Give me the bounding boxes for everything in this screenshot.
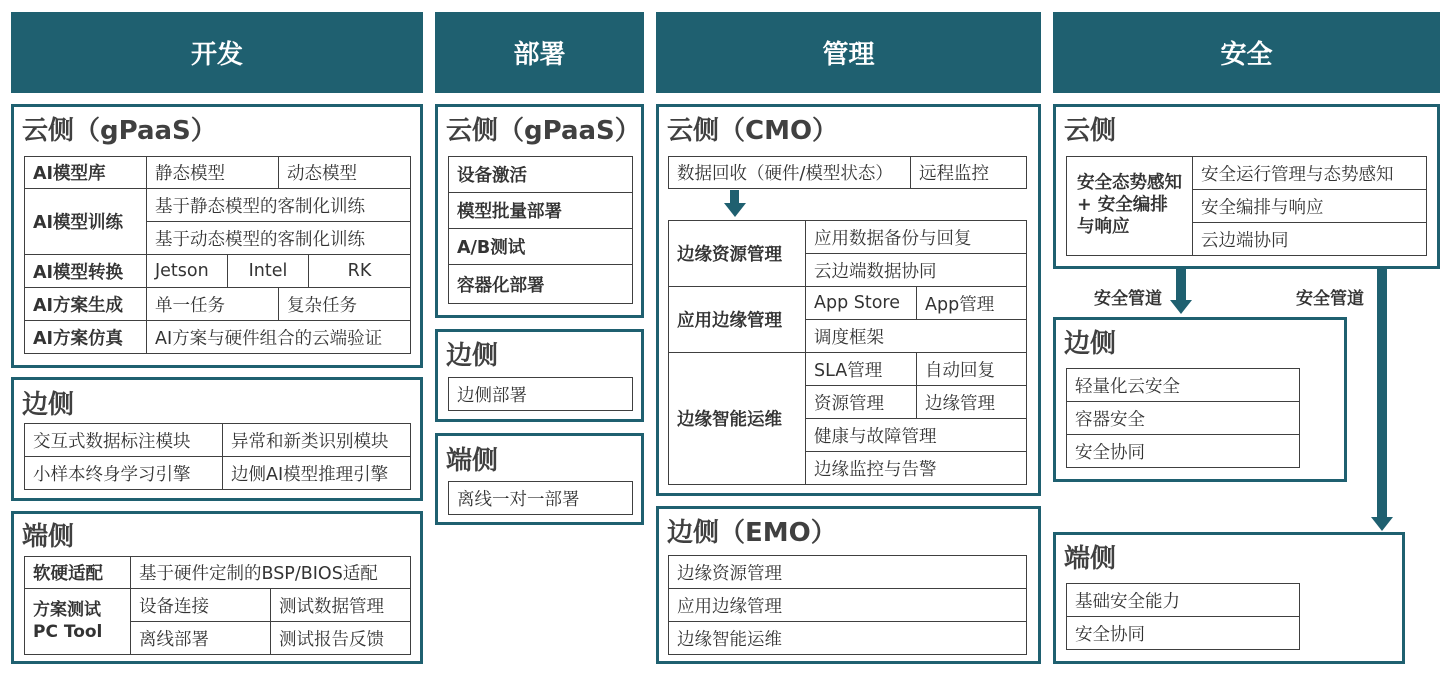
- ai-training-label: AI模型训练: [24, 188, 147, 255]
- security-ops-cell: 安全运行管理与态势感知: [1192, 156, 1427, 190]
- deploy-cloud-title: 云侧（gPaaS）: [446, 116, 641, 146]
- end-sec-collab-cell: 安全协同: [1066, 616, 1300, 650]
- pipe-arrow-shaft-1: [1176, 269, 1186, 301]
- security-situation-label: 安全态势感知 + 安全编排与响应: [1066, 156, 1193, 256]
- annotation-module-cell: 交互式数据标注模块: [24, 423, 223, 457]
- down-arrow-icon: [724, 203, 746, 217]
- rk-cell: RK: [308, 254, 411, 288]
- edge-sec-collab-cell: 安全协同: [1066, 434, 1300, 468]
- edge-ops-label: 边缘智能运维: [668, 352, 806, 485]
- emo-ops-cell: 边缘智能运维: [668, 621, 1027, 655]
- pipe-arrow-icon-2: [1371, 517, 1393, 531]
- container-deploy-cell: 容器化部署: [448, 264, 633, 304]
- resource-manage-cell: 资源管理: [805, 385, 917, 419]
- dev-end-title: 端侧: [22, 522, 75, 552]
- backup-restore-cell: 应用数据备份与回复: [805, 220, 1027, 254]
- ai-sim-label: AI方案仿真: [24, 320, 147, 354]
- dev-cloud-title: 云侧（gPaaS）: [22, 116, 217, 146]
- app-store-cell: App Store: [805, 286, 917, 320]
- container-sec-cell: 容器安全: [1066, 401, 1300, 435]
- edge-manage-cell: 边缘管理: [916, 385, 1027, 419]
- manage-cloud-title: 云侧（CMO）: [667, 116, 839, 146]
- pipe-label-2: 安全管道: [1296, 289, 1364, 309]
- bsp-bios-cell: 基于硬件定制的BSP/BIOS适配: [130, 556, 411, 589]
- device-activation-cell: 设备激活: [448, 156, 633, 193]
- single-task-cell: 单一任务: [146, 287, 279, 321]
- test-data-cell: 测试数据管理: [270, 588, 411, 622]
- offline-one-to-one-cell: 离线一对一部署: [448, 481, 633, 515]
- remote-monitor-cell: 远程监控: [910, 156, 1027, 189]
- sla-cell: SLA管理: [805, 352, 917, 386]
- monitor-alert-cell: 边缘监控与告警: [805, 451, 1027, 485]
- header-dev: 开发: [11, 12, 423, 93]
- manage-edge-title: 边侧（EMO）: [667, 518, 837, 548]
- light-cloud-sec-cell: 轻量化云安全: [1066, 368, 1300, 402]
- edge-deploy-cell: 边侧部署: [448, 377, 633, 411]
- pipe-label-1: 安全管道: [1094, 289, 1162, 309]
- edge-resource-label: 边缘资源管理: [668, 220, 806, 287]
- test-report-cell: 测试报告反馈: [270, 621, 411, 655]
- basic-sec-cell: 基础安全能力: [1066, 583, 1300, 617]
- app-manage-cell: App管理: [916, 286, 1027, 320]
- complex-task-cell: 复杂任务: [278, 287, 411, 321]
- deploy-end-title: 端侧: [446, 446, 499, 476]
- offline-deploy-cell: 离线部署: [130, 621, 271, 655]
- health-fault-cell: 健康与故障管理: [805, 418, 1027, 452]
- cloud-edge-end-cell: 云边端协同: [1192, 222, 1427, 256]
- cloud-verify-cell: AI方案与硬件组合的云端验证: [146, 320, 411, 354]
- intel-cell: Intel: [227, 254, 309, 288]
- pc-tool-label: 方案测试 PC Tool: [24, 588, 131, 655]
- down-arrow-shaft: [730, 190, 739, 204]
- device-connect-cell: 设备连接: [130, 588, 271, 622]
- hw-adapt-label: 软硬适配: [24, 556, 131, 589]
- emo-resource-cell: 边缘资源管理: [668, 555, 1027, 589]
- ab-test-cell: A/B测试: [448, 228, 633, 265]
- ai-model-lib-label: AI模型库: [24, 156, 147, 189]
- static-model-cell: 静态模型: [146, 156, 279, 189]
- security-end-title: 端侧: [1064, 544, 1117, 574]
- deploy-edge-title: 边侧: [446, 341, 499, 371]
- auto-reply-cell: 自动回复: [916, 352, 1027, 386]
- security-orch-cell: 安全编排与响应: [1192, 189, 1427, 223]
- static-training-cell: 基于静态模型的客制化训练: [146, 188, 411, 222]
- dynamic-training-cell: 基于动态模型的客制化训练: [146, 221, 411, 255]
- jetson-cell: Jetson: [146, 254, 228, 288]
- security-cloud-title: 云侧: [1064, 116, 1117, 146]
- app-edge-label: 应用边缘管理: [668, 286, 806, 353]
- security-edge-title: 边侧: [1064, 329, 1117, 359]
- scheduler-cell: 调度框架: [805, 319, 1027, 353]
- lifelong-engine-cell: 小样本终身学习引擎: [24, 456, 223, 490]
- anomaly-module-cell: 异常和新类识别模块: [222, 423, 411, 457]
- data-recovery-cell: 数据回收（硬件/模型状态）: [668, 156, 911, 189]
- header-manage: 管理: [656, 12, 1041, 93]
- header-deploy: 部署: [435, 12, 644, 93]
- emo-app-cell: 应用边缘管理: [668, 588, 1027, 622]
- dev-edge-title: 边侧: [22, 390, 75, 420]
- pipe-arrow-icon-1: [1170, 300, 1192, 314]
- header-security: 安全: [1053, 12, 1440, 93]
- cloud-edge-sync-cell: 云边端数据协同: [805, 253, 1027, 287]
- inference-engine-cell: 边侧AI模型推理引擎: [222, 456, 411, 490]
- batch-deploy-cell: 模型批量部署: [448, 192, 633, 229]
- dynamic-model-cell: 动态模型: [278, 156, 411, 189]
- ai-gen-label: AI方案生成: [24, 287, 147, 321]
- pipe-arrow-shaft-2: [1377, 269, 1387, 518]
- ai-convert-label: AI模型转换: [24, 254, 147, 288]
